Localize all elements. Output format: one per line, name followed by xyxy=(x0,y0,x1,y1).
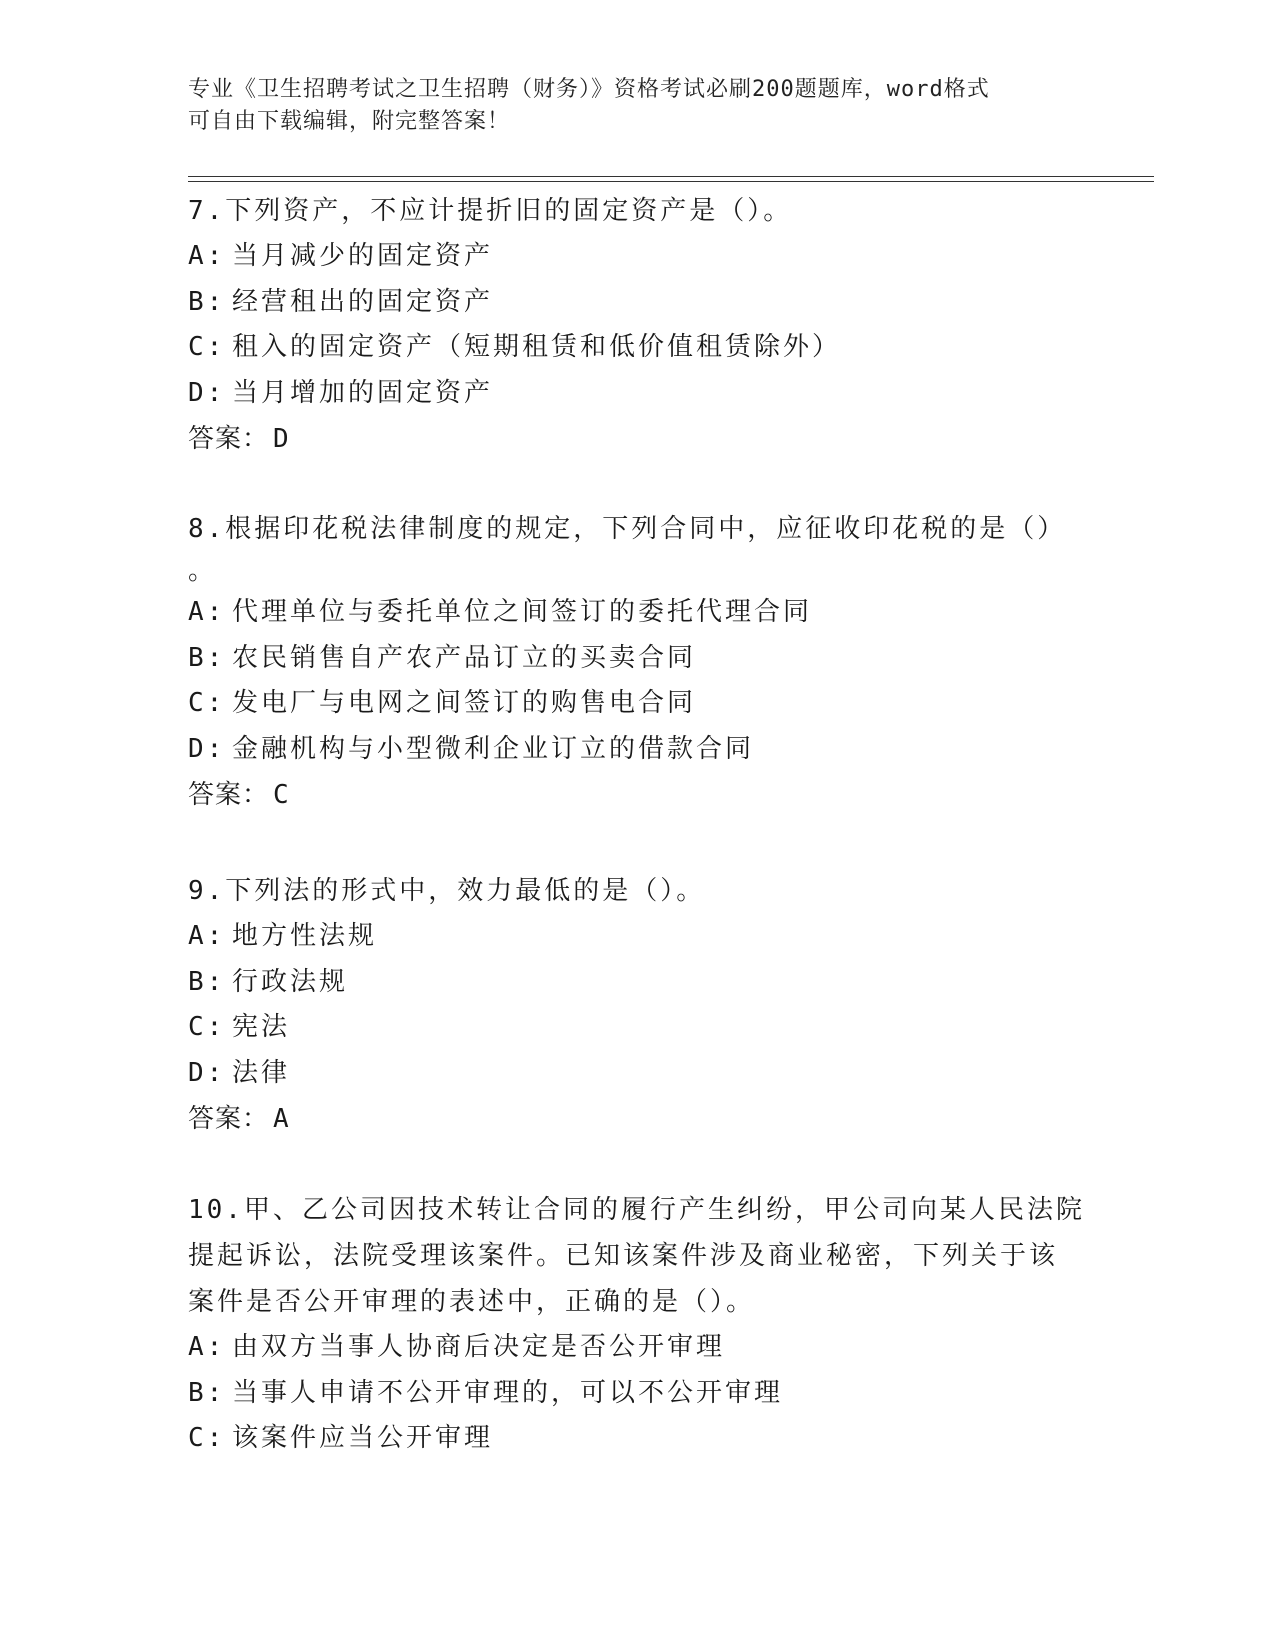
option-text: 金融机构与小型微利企业订立的借款合同 xyxy=(232,733,755,764)
option-label: A: xyxy=(188,921,226,951)
question-stem-line: 案件是否公开审理的表述中，正确的是（）。 xyxy=(188,1287,756,1317)
answer-line xyxy=(188,1096,1088,1142)
option-d xyxy=(188,371,1088,417)
option-label: B: xyxy=(188,1377,226,1408)
option-label: C: xyxy=(188,1012,226,1042)
option-label: A: xyxy=(188,597,226,627)
answer-label: 答案： xyxy=(188,780,270,810)
answer-value: D xyxy=(273,424,290,454)
question-stem-line: 提起诉讼，法院受理该案件。已知该案件涉及商业秘密，下列关于该 xyxy=(188,1241,1059,1271)
question-stem-continuation: 。 xyxy=(188,556,218,586)
option-a xyxy=(188,590,1088,636)
option-text: 当月增加的固定资产 xyxy=(232,377,494,408)
option-label: B: xyxy=(188,966,226,997)
option-a xyxy=(188,1325,1088,1371)
option-text: 租入的固定资产（短期租赁和低价值租赁除外） xyxy=(232,332,842,362)
answer-line xyxy=(188,416,1088,462)
option-text: 当事人申请不公开审理的，可以不公开审理 xyxy=(232,1377,784,1408)
answer-value: A xyxy=(273,1104,290,1134)
option-label: B: xyxy=(188,286,226,317)
option-d xyxy=(188,1051,1088,1097)
answer-value: C xyxy=(273,780,290,810)
option-a xyxy=(188,234,1088,280)
option-text: 该案件应当公开审理 xyxy=(232,1423,494,1453)
header-line-2: 可自由下载编辑，附完整答案！ xyxy=(188,109,511,134)
option-c xyxy=(188,1005,1088,1051)
question-stem: 7.下列资产，不应计提折旧的固定资产是（）。 xyxy=(188,196,793,226)
option-c xyxy=(188,1416,1088,1462)
answer-label: 答案： xyxy=(188,424,270,454)
option-label: C: xyxy=(188,688,226,718)
header-line-1: 专业《卫生招聘考试之卫生招聘（财务）》资格考试必刷200题题库，word格式 xyxy=(188,77,990,102)
option-b xyxy=(188,636,1088,682)
option-label: C: xyxy=(188,1423,226,1453)
option-label: C: xyxy=(188,332,226,362)
option-label: D: xyxy=(188,377,226,408)
option-b xyxy=(188,1371,1088,1417)
option-d xyxy=(188,727,1088,773)
header-divider-bottom xyxy=(188,181,1154,182)
question-8 xyxy=(188,506,1088,818)
option-text: 代理单位与委托单位之间签订的委托代理合同 xyxy=(232,597,813,627)
option-text: 宪法 xyxy=(232,1012,291,1042)
option-label: D: xyxy=(188,733,226,764)
question-stem xyxy=(188,506,1088,590)
question-10 xyxy=(188,1187,1088,1462)
option-text: 法律 xyxy=(232,1057,291,1088)
option-a xyxy=(188,914,1088,960)
option-b xyxy=(188,960,1088,1006)
option-label: B: xyxy=(188,642,226,673)
option-text: 由双方当事人协商后决定是否公开审理 xyxy=(232,1332,726,1362)
question-stem: 9.下列法的形式中，效力最低的是（）。 xyxy=(188,876,706,906)
answer-line xyxy=(188,772,1088,818)
option-text: 地方性法规 xyxy=(232,921,378,951)
option-text: 农民销售自产农产品订立的买卖合同 xyxy=(232,642,697,673)
option-label: A: xyxy=(188,1332,226,1362)
answer-label: 答案： xyxy=(188,1104,270,1134)
question-stem-line: 10.甲、乙公司因技术转让合同的履行产生纠纷，甲公司向某人民法院 xyxy=(188,1195,1085,1225)
option-label: D: xyxy=(188,1057,226,1088)
question-stem-text: 8.根据印花税法律制度的规定，下列合同中，应征收印花税的是（） xyxy=(188,514,1067,544)
option-text: 行政法规 xyxy=(232,966,349,997)
document-header xyxy=(188,74,1088,138)
option-text: 当月减少的固定资产 xyxy=(232,241,494,271)
option-text: 发电厂与电网之间签订的购售电合同 xyxy=(232,688,697,718)
question-9 xyxy=(188,868,1088,1142)
option-text: 经营租出的固定资产 xyxy=(232,286,494,317)
option-c xyxy=(188,681,1088,727)
option-c xyxy=(188,325,1088,371)
option-label: A: xyxy=(188,241,226,271)
option-b xyxy=(188,280,1088,326)
header-divider-top xyxy=(188,176,1154,177)
question-7 xyxy=(188,188,1088,462)
